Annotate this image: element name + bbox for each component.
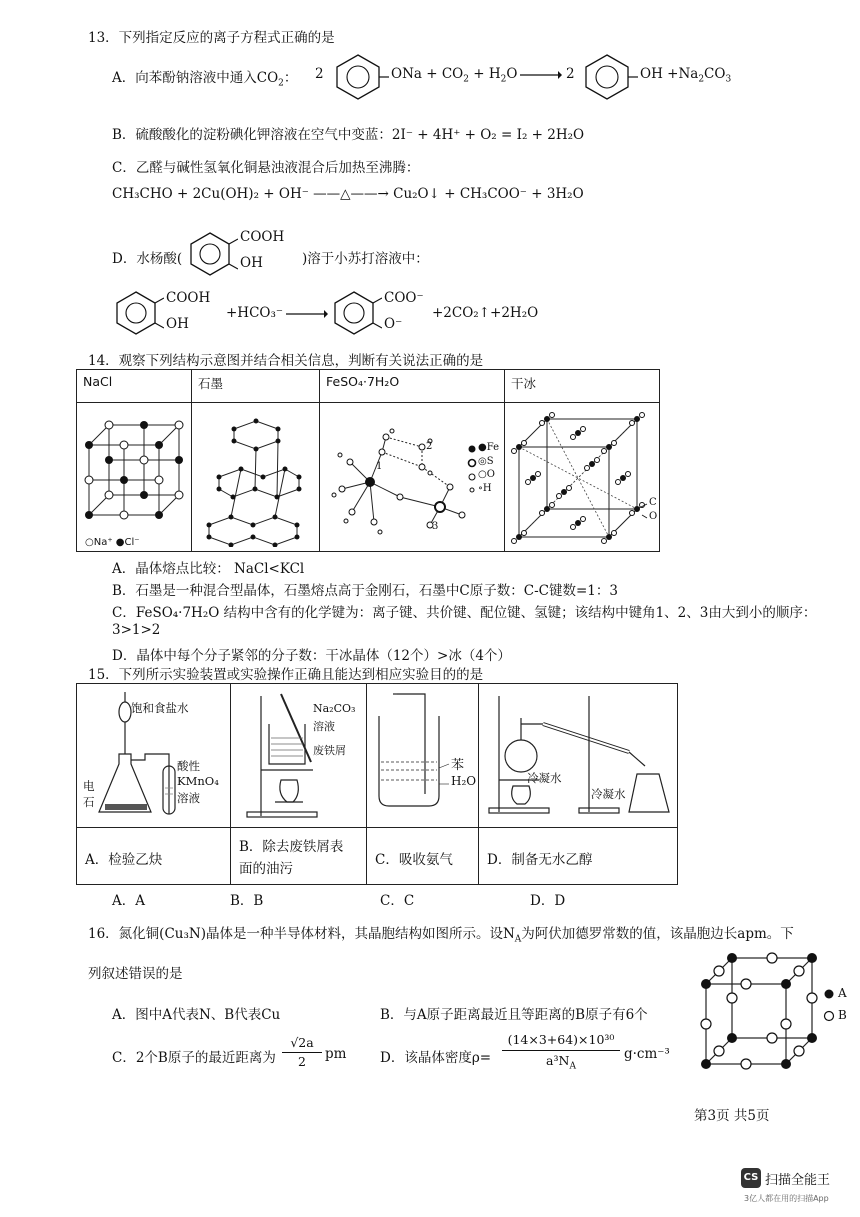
q15-caption-d: D．制备无水乙醇 [487, 852, 593, 868]
legend-b: B [838, 1008, 847, 1022]
q15-caption-a: A．检验乙炔 [85, 852, 163, 868]
arrow-icon [520, 68, 562, 82]
q14-header-graphite: 石墨 [198, 376, 224, 391]
page-number: 第3页 共5页 [694, 1108, 770, 1124]
q13-d-eq-cooh: COOH [166, 290, 211, 306]
q13-option-b: B．硫酸酸化的淀粉碘化钾溶液在空气中变蓝：2I⁻ + 4H⁺ + O₂ = I₂ + 2H₂O [112, 127, 585, 143]
q14-header-dry-ice: 干冰 [511, 376, 537, 391]
q13-d-eq-coo: COO⁻ [384, 290, 424, 306]
q15-title: 15．下列所示实验装置或实验操作正确且能达到相应实验目的的是 [88, 667, 484, 683]
app-name: 扫描全能王 [765, 1173, 831, 1188]
q13-option-c: C．乙醛与碱性氢氧化铜悬浊液混合后加热至沸腾： [112, 160, 420, 176]
q15-caption-b-cont: 面的油污 [239, 861, 293, 877]
q16-c-unit: pm [325, 1046, 347, 1062]
graphite-layers-icon [194, 407, 318, 547]
feso4-structure-icon [322, 407, 502, 547]
q14-header-nacl: NaCl [83, 374, 113, 389]
salicylic-acid-ring-icon [112, 288, 164, 336]
q16-d-unit: g·cm⁻³ [624, 1046, 670, 1062]
q16-title-line2: 列叙述错误的是 [88, 966, 183, 982]
q13-a-eq-end: OH $+Na_2CO_3$ [640, 66, 732, 85]
q16-c-fraction: √2a 2 [282, 1034, 322, 1071]
q13-d-cooh: COOH [240, 229, 285, 245]
q13-option-a: A．向苯酚钠溶液中通入$CO_2$： [112, 70, 298, 89]
camscanner-logo-icon: CS [741, 1168, 761, 1188]
dry-ice-lattice-icon [509, 407, 659, 547]
app-tagline: 3亿人都在用的扫描App [744, 1194, 829, 1203]
q13-title: 13．下列指定反应的离子方程式正确的是 [88, 30, 335, 46]
q13-d-eq-oh: OH [166, 316, 189, 332]
q13-a-coef: 2 [315, 66, 324, 82]
q13-a-coef2: 2 [566, 66, 575, 82]
q14-structure-table [76, 369, 660, 552]
label-calcium-carbide-1: 电 [83, 779, 95, 793]
fe-angle-1: 1 [376, 461, 383, 472]
label-kmno4: KMnO₄ [177, 774, 219, 788]
label-na2co3: Na₂CO₃ [313, 702, 356, 715]
q15-answer-a: A．A [112, 893, 145, 909]
q16-d-fraction: (14×3+64)×10³⁰ $a^3N_A$ [502, 1030, 620, 1077]
arrow-icon [286, 307, 328, 321]
label-b-solution: 溶液 [313, 720, 335, 733]
label-waste-iron: 废铁屑 [313, 744, 346, 757]
cu3n-legend-markers [822, 987, 836, 1023]
q15-answer-c: C．C [380, 893, 415, 909]
q14-option-c-cont: 3>1>2 [112, 622, 161, 638]
label-condensate-water-2: 冷凝水 [591, 787, 626, 801]
q13-d-eq-mid: +HCO₃⁻ [226, 305, 284, 321]
distillation-apparatus-icon [479, 684, 679, 824]
salicylic-ring-icon [186, 229, 238, 277]
label-benzene: 苯 [451, 758, 465, 773]
q14-option-b: B．石墨是一种混合型晶体，石墨熔点高于金刚石，石墨中C原子数：C-C键数=1：3 [112, 583, 618, 599]
dry-ice-legend-c: C [649, 497, 657, 508]
q16-option-b: B．与A原子距离最近且等距离的B原子有6个 [380, 1007, 648, 1023]
q16-option-d: D．该晶体密度ρ= [380, 1050, 492, 1066]
phenol-ring-icon [576, 50, 638, 100]
q13-d-label2: )溶于小苏打溶液中： [302, 251, 429, 267]
dry-ice-legend-o: O [649, 511, 658, 522]
q13-d-oh: OH [240, 255, 263, 271]
phenoxide-ring-icon [327, 50, 389, 100]
q13-a-label: A．向苯酚钠溶液中通入CO [112, 70, 279, 86]
cu3n-unit-cell-icon [694, 950, 824, 1070]
q13-d-eq-ominus: O⁻ [384, 316, 403, 332]
q13-d-label: D．水杨酸( [112, 251, 183, 267]
label-water: H₂O [451, 774, 477, 788]
q16-option-a: A．图中A代表N、B代表Cu [112, 1007, 281, 1023]
q16-option-c: C．2个B原子的最近距离为 [112, 1050, 276, 1066]
q13-option-c-eq: CH₃CHO + 2Cu(OH)₂ + OH⁻ ——△——→ Cu₂O↓ + CH₃COO⁻ + 3H₂O [112, 186, 584, 202]
label-solution: 溶液 [177, 791, 200, 805]
label-acidic: 酸性 [177, 759, 200, 773]
q15-caption-b: B．除去废铁屑表 [239, 839, 344, 855]
q14-option-c: C．FeSO₄·7H₂O 结构中含有的化学键为：离子键、共价键、配位键、氢键；该结构中键角1、2、3由大到小的顺序： [112, 605, 817, 621]
q15-apparatus-table [76, 683, 678, 885]
nacl-legend: ○Na⁺ ●Cl⁻ [85, 537, 140, 548]
q16-title-line1: 16．氮化铜(Cu₃N)晶体是一种半导体材料，其晶胞结构如图所示。设$N_A$为阿伏加德罗常数的值，该晶胞边长apm。下 [88, 926, 794, 945]
q14-title: 14．观察下列结构示意图并结合相关信息，判断有关说法正确的是 [88, 353, 484, 369]
nacl-lattice-icon [79, 407, 191, 537]
q14-option-d: D．晶体中每个分子紧邻的分子数：干冰晶体（12个）>冰（4个） [112, 648, 511, 664]
label-calcium-carbide-2: 石 [83, 795, 95, 809]
q13-a-eq-mid: ONa + $CO_2 + H_2O$ [391, 66, 518, 85]
fe-angle-3: 3 [432, 521, 439, 532]
q15-caption-c: C．吸收氨气 [375, 852, 453, 868]
q13-d-eq-end: +2CO₂↑+2H₂O [432, 305, 539, 321]
q14-option-a: A．晶体熔点比较： NaCl<KCl [112, 561, 305, 577]
fe-legend: ●Fe ◎S ○O ∘H [478, 442, 500, 494]
fe-angle-2: 2 [426, 441, 433, 452]
legend-a: A [838, 986, 847, 1000]
q15-answer-d: D．D [530, 893, 566, 909]
q14-header-feso4: FeSO₄·7H₂O [326, 374, 400, 389]
label-saturated-brine: 饱和食盐水 [131, 701, 189, 715]
q15-answer-b: B．B [230, 893, 264, 909]
label-condensate-water-1: 冷凝水 [527, 771, 562, 785]
salicylate-ring-icon [330, 288, 382, 336]
